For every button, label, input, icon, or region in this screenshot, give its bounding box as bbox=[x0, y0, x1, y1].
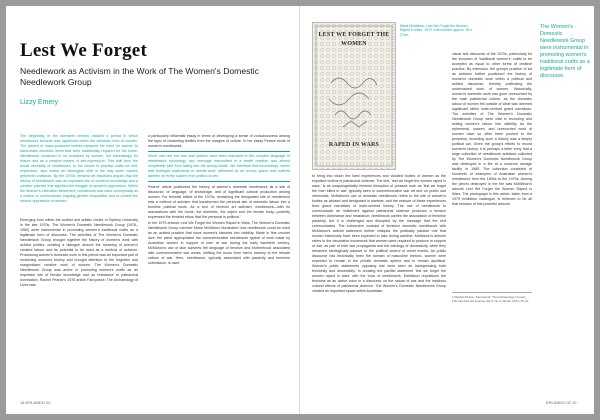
body-paragraph: visual arts discourse of the 1970s, particularly for the inclusion of 'traditional women's' crafts to be accepted as equal to other forms of creative practice. By extension, the group's practice of art as activism further positioned the history of women's domestic work within a political and activist discourse; thereby politicising the undervalued work of women. Historically, women's domestic work has gone unrecorded by the main patriarchal culture, as the domestic labour of women fell outside of what was deemed significant within male-centred grand narratives. The activities of The Women's Domestic Needlework Group were vital in recording and writing women's labour into visibility. As the ephemeral, unseen, and unrecorded work of women have so often been pushed to the periphery, recording such a history was a deeply political act. Given the group's efforts to record women's history, it is perhaps a bitter irony that a large collection of needlework artefacts collected by The Women's Domestic Needlework Group was destroyed in a fire at a museum storage facility in 1985. The collection consisted of hundreds of examples of Australian women's needlework from the 1800s to the 1970s. Among the pieces destroyed in the fire was McMahon's artwork Lest We Forget the Women Raped in Wars. The photograph in this article, taken from a 1979 exhibition catalogue, is believed to be all that remains of this powerful artwork. bbox=[452, 52, 532, 206]
article-title: Lest We Forget bbox=[20, 40, 147, 61]
body-paragraph: Pearce' article positioned the history of women's domestic needlework as a site of discourse, of language, of knowledge, and of significant cultural production among women. For feminist artists of the 1970s, reclaiming the designated site of needlework was a method of activism that transformed the personal site of domestic labour into a frontline political issue. As a tool of feminist art activism, needlework—with its associations with the home, the domestic, the object and the female body—potently expressed the feminist ethos that 'the personal is political.' bbox=[148, 185, 290, 219]
block-quote: Since men are not now and seldom have been educated in the complex language of needlework symbology, any message transmitted in a textile medium was almost completely safe from falling into the wrong hands. We therefore find thrummings, haxes and forthright statements in needle-work, delivered by an across space and outlived barriers on every subject from politics to sex. bbox=[148, 151, 290, 182]
body-paragraph: a particularly influential essay in terms of developing a sense of consciousness among the topic of reclaiming textiles from the margins of culture. In her essay Pearce wrote of women's needlework, bbox=[148, 134, 290, 148]
body-paragraph: Emerging from within the activist and artistic circles of Sydney University in the late 1970s, The Women's Domestic Needlework Group (1976–1980) were instrumental in promoting women's traditional crafts as a legitimate form of discourse. The activities of The Women's Domestic Needlework Group brought together the history of women's work with activist politics, creating a dialogue around the meaning of women's creative labour and its potential to be used as a method of activism. Processing women's domestic work in this period was an important part of reclaiming women's history and brought attention to the forgotten and marginalised creative work of women. The Women's Domestic Needlework Group was active in promoting women's crafts as an important site of female knowledge and as resistance to patriarchal domination. Rachel Pearce's 1976 article Fancywork: The Archaeology of Lives was bbox=[20, 218, 138, 287]
right-first-column bbox=[312, 174, 446, 295]
page-folio-right: ERLANDO 02 19 bbox=[546, 400, 577, 405]
image-caption: Marie McMahon, Lest We Forget the Women Raped in Wars, 1979, Knit crochet, approx. 26 x 27cm. bbox=[400, 24, 473, 37]
lace-artwork-image bbox=[312, 22, 396, 170]
right-page bbox=[300, 6, 594, 414]
lace-text-top: LEST WE FORGET THE WOMEN bbox=[318, 32, 390, 47]
right-second-column bbox=[452, 52, 532, 208]
left-column-body bbox=[20, 218, 138, 289]
intro-paragraph bbox=[20, 134, 138, 205]
body-paragraph: to bring into vision the lived experiences and violated bodies of women as the exploited victims of patriarchal violence. The text, 'lest we forget the women raped in wars,' is an unapologetically feminist disruption of phrases such as 'lest we forget the men killed in war' typically seen in commemorative war art and on public war memorials. McMahon's use of domestic needlework refers to the site of women's bodies as abused and denigrated in wartime, and the erasure of these experiences from grand narratives of male-centred history. The use of needlework to communicate an indictment against patriarchal violence produces a tension between dominance and resistance; needlework carries the association of feminine passivity, but it is challenged and disrupted by the message that the text communicates. The subversive contrast of feminine domestic needlework with McMahon's activist statement further critiques the politically passive role that women historically have been expected to take during wartime. McMahon's artwork refers to the decorative housework that women were required to produce in support of war, as part of both war propaganda and the ideology of domesticity, while they remained ideologically passive to the political control of world events. As public discourse has historically been the domain of masculine rhetoric, women were expected to remain in the private domestic sphere and to remain apolitical. Women's public statements opposing war were seen as transgressing both femininity and domesticity. In creating the pacifist statement 'lest we forget the women raped in wars' with the tools of needlework, McMahon repositions the feminine as an active voice in a discourse on the nature of war and the insidious cultural effects of patriarchal violence. The Women's Domestic Needlework Group created an important space within Australian bbox=[312, 174, 446, 293]
left-page bbox=[6, 6, 300, 414]
left-second-column bbox=[148, 134, 290, 267]
pull-quote: The Women's Domestic Needlework Group were instrumental in promoting women's traditional crafts as a legitimate form of discourse. bbox=[540, 24, 590, 79]
author-name: Lizzy Emery bbox=[20, 99, 59, 106]
body-paragraph: In her 1979 artwork Lest We Forget the Women Raped in Wars, The Women's Domestic Needlework Group member Marie McMahon illuminated how needlework could be used as an activist practice that wove women's histories into visibility. Made in fine crochet lace, the piece appropriated the commemorative needlework typical of work made by Australian women in support of men at war during the early twentieth century. McMahon's use of lace subverts the language of heroism and brotherhood associated with commemorative war works, shifting the focus from men's bravery to the female victims of war. Here, needlework, typically associated with passivity and feminine submission, is used bbox=[148, 221, 290, 265]
lace-text-bottom: RAPED IN WARS bbox=[328, 142, 380, 148]
page-folio-left: 18 ERLANDO 02 bbox=[20, 400, 51, 405]
magazine-spread bbox=[6, 6, 594, 414]
footnote: 1 Rachel Pearce, Fancywork: The Archaeology of Lives, The Feminist Art Journal, Vol 3, No 4, Winter 1974–75, p1. bbox=[452, 292, 532, 303]
intro-text: The beginning of the twentieth century marked a period in which needlework became less significant within the domestic lives of women. The advent of mass-produced textiles replaced the need for women to hand-make domestic items that were traditionally required for the home. Needlework continued to be practised by women, but increasingly for leisure and as a creative means of self-expression. This shift from the social necessity of needlework, to the choice to practise crafts for self-expression, also marks an ideological shift in the way some women perceived craftwork. By the 1970s, feminist art historians argued that the history of needlework was an important site of women's knowledge and a creative practice that signified the struggle of women's oppression. Within the Women's Liberation Movement, needlework was used conceptually as a means to communicate ongoing gender inequalities and to protest the historic oppression of women. bbox=[20, 134, 138, 203]
article-subtitle: Needlework as Activism in the Work of The Women's Domestic Needlework Group bbox=[20, 66, 260, 87]
